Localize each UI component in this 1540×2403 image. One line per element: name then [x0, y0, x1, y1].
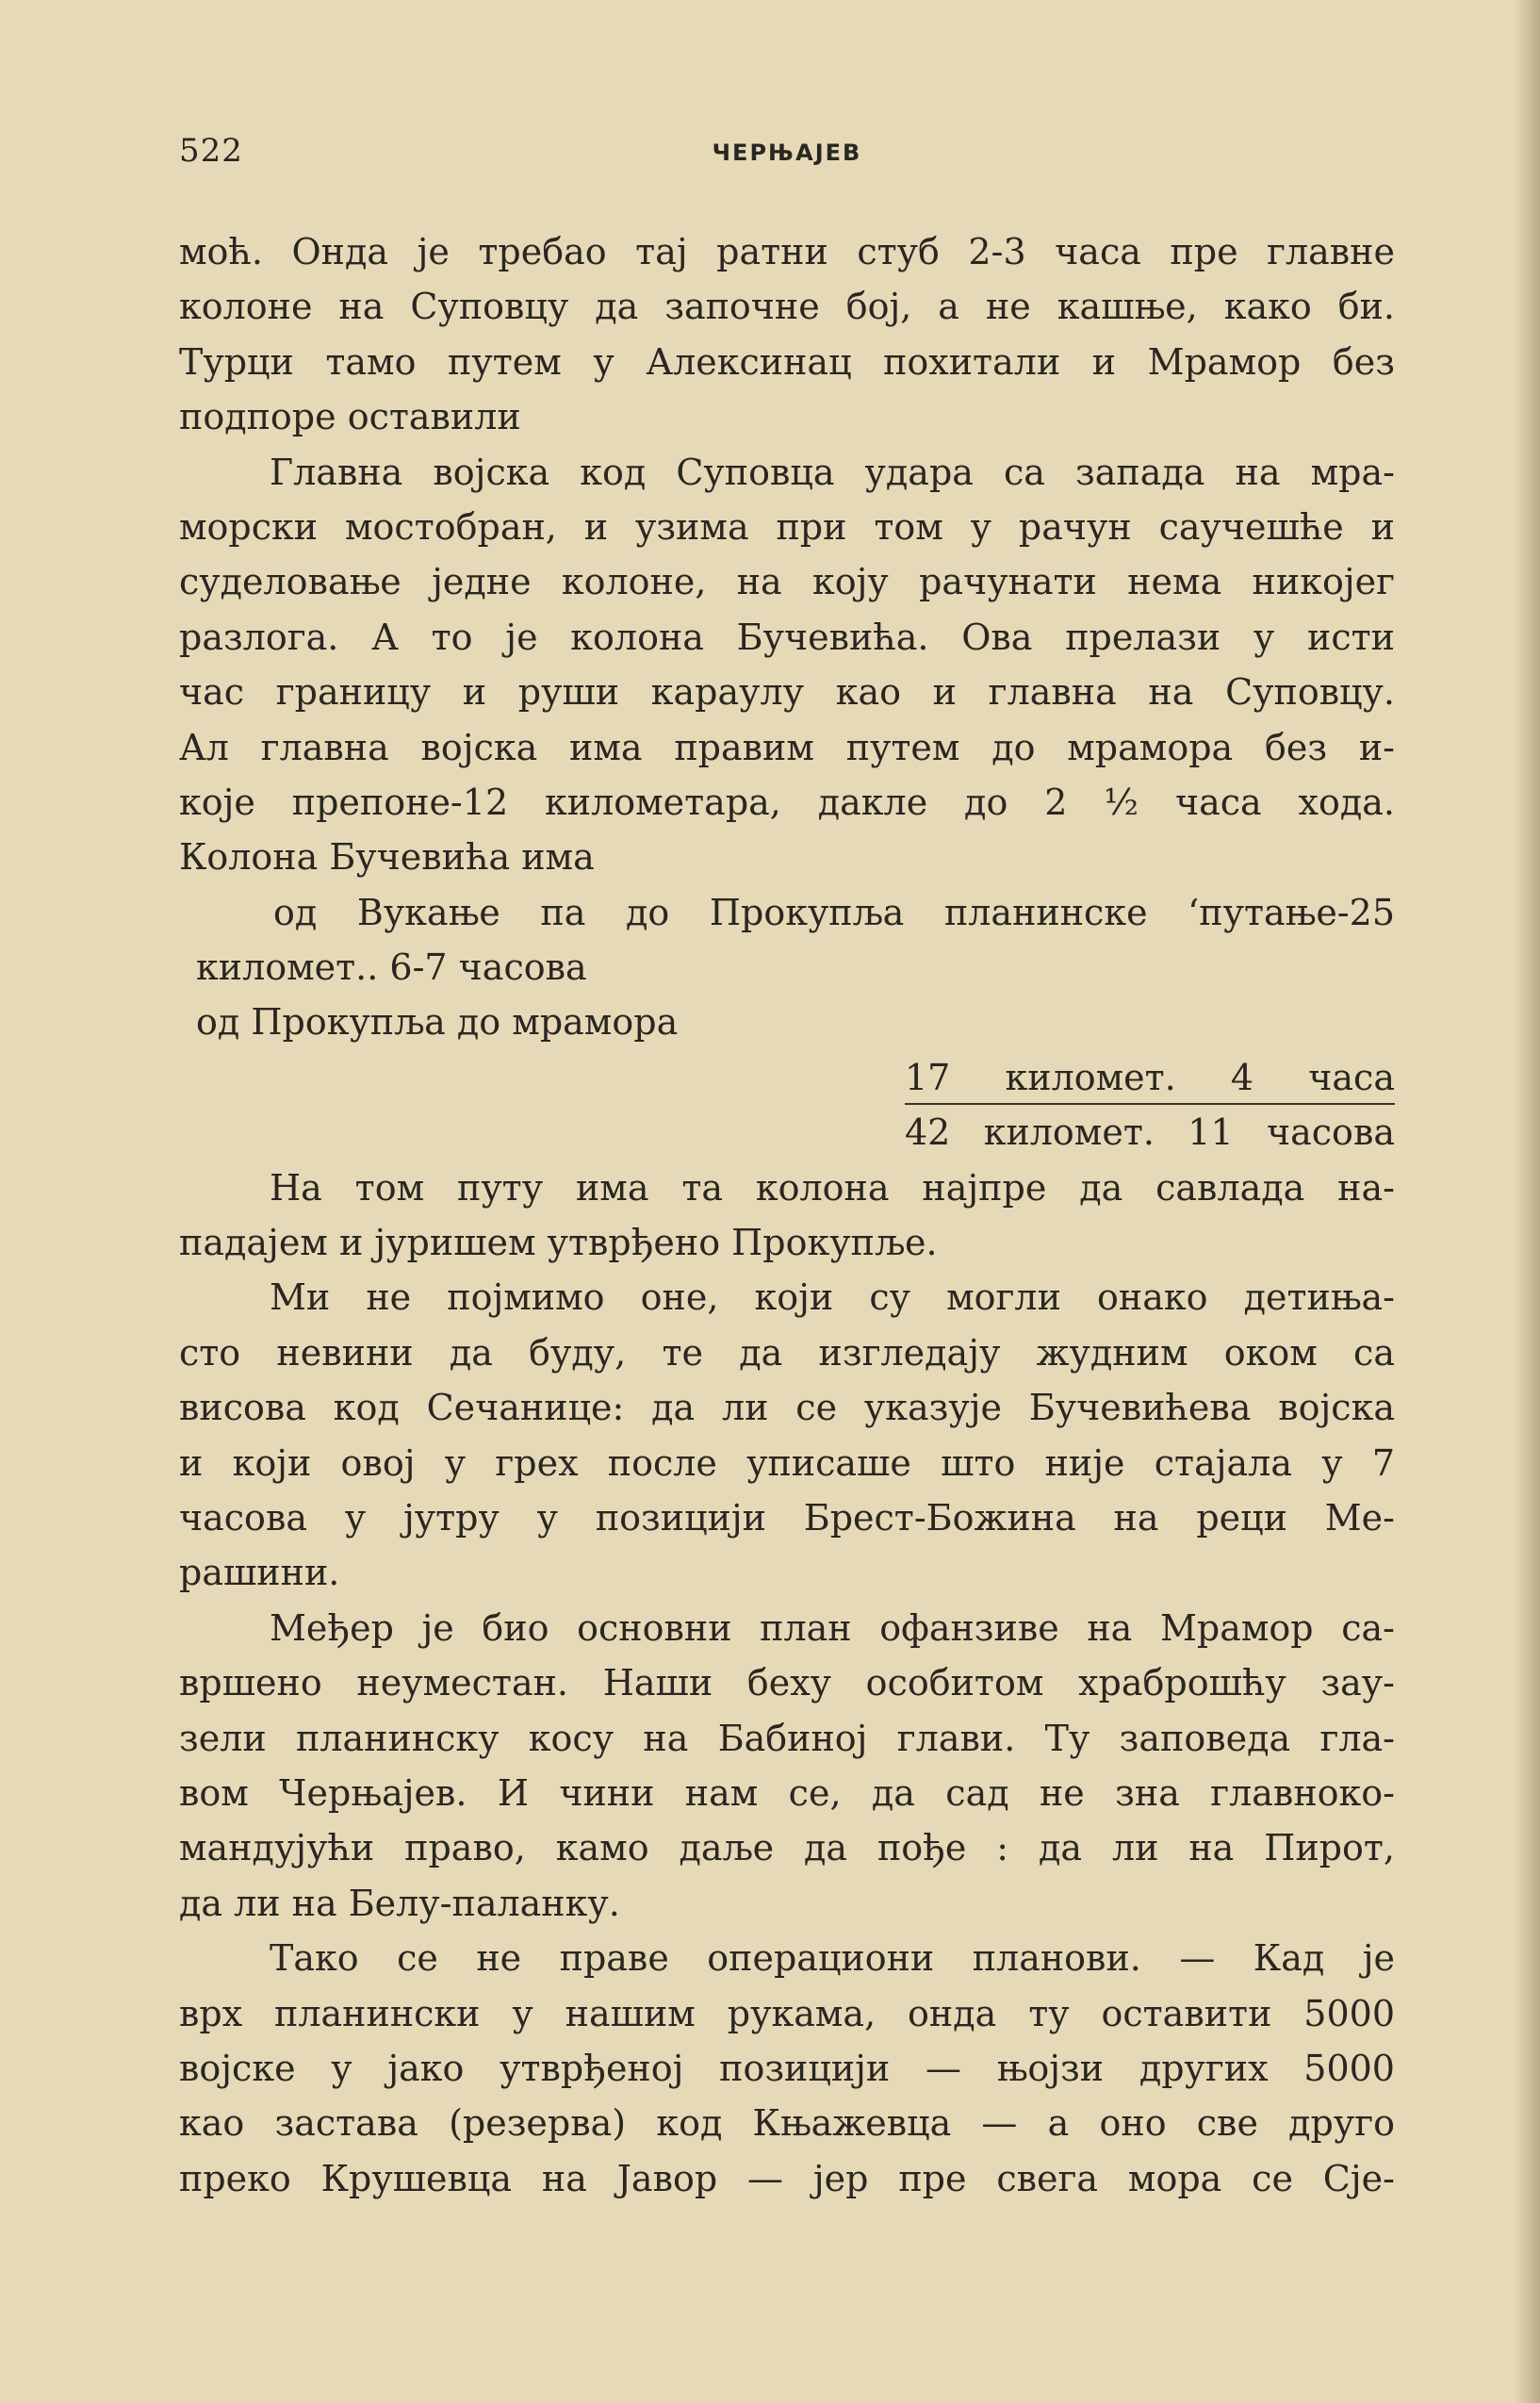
- text-line: зели планинску косу на Бабиној глави. Ту заповеда гла-: [179, 1717, 1395, 1759]
- text-line: моћ. Онда је требао тај ратни стуб 2-3 часа пре главне: [179, 231, 1395, 272]
- text-line: суделовање једне колоне, на коју рачунати нема никојег: [179, 561, 1395, 603]
- text-line: вом Черњајев. И чини нам се, да сад не зна главноко-: [179, 1771, 1395, 1814]
- text-line: које препоне-12 километара, дакле до 2 ½ часа хода.: [179, 781, 1395, 823]
- text-line: мандујући право, камо даље да пође : да ли на Пирот,: [179, 1827, 1395, 1869]
- text-line: да ли на Белу-паланку.: [179, 1882, 620, 1924]
- distance-table: [179, 885, 1395, 1160]
- text-line: Ал главна војска има правим путем до мрамора без и-: [179, 726, 1395, 768]
- text-line: врх планински у нашим рукама, онда ту оставити 5000: [179, 1992, 1395, 2034]
- text-line: Тако се не праве операциони планови. — Кад је: [270, 1937, 1395, 1980]
- text-line: и који овој у грех после уписаше што није стајала у 7: [179, 1441, 1395, 1484]
- table-row: од Прокупља до мрамора: [196, 1001, 679, 1044]
- table-cell: 42 километ. 11 часова: [905, 1111, 1395, 1154]
- text-line: подпоре оставили: [179, 396, 521, 438]
- text-line: Колона Бучевића има: [179, 836, 595, 879]
- text-line: као застава (резерва) код Књажевца — а оно све друго: [179, 2102, 1395, 2145]
- text-line: рашини.: [179, 1552, 340, 1594]
- text-line: вршено неуместан. Наши беху особитом храброшћу зау-: [179, 1662, 1395, 1704]
- page-edge: [1514, 0, 1540, 2403]
- text-line: часова у јутру у позицији Брест-Божина на реци Ме-: [179, 1496, 1395, 1539]
- text-line: Ми не појмимо оне, који су могли онако детиња-: [270, 1276, 1395, 1319]
- running-title: ЧЕРЊАЈЕВ: [712, 140, 862, 166]
- text-line: Међер је био основни план офанзиве на Мрамор са-: [270, 1606, 1395, 1649]
- text-line: преко Крушевца на Јавор — јер пре свега мора се Сје-: [179, 2157, 1395, 2199]
- text-line: сто невини да буду, те да изгледају жудним оком са: [179, 1331, 1395, 1374]
- text-line: падајем и јуришем утврђено Прокупље.: [179, 1222, 938, 1264]
- text-line: колоне на Суповцу да започне бој, а не кашње, како би.: [179, 286, 1395, 328]
- text-line: На том путу има та колона најпре да савлада на-: [270, 1166, 1395, 1209]
- table-row: [179, 1050, 1395, 1105]
- page-number: 522: [179, 132, 243, 170]
- text-line: Главна војска код Суповца удара са запада на мра-: [270, 451, 1395, 493]
- table-row: од Вукање па до Прокупља планинске ‘путање-25: [273, 891, 1395, 933]
- text-line: војске у јако утврђеној позицији — њојзи других 5000: [179, 2047, 1395, 2089]
- text-line: морски мостобран, и узима при том у рачун саучешће и: [179, 505, 1395, 548]
- table-total-row: [179, 1105, 1395, 1160]
- text-line: час границу и руши караулу као и главна на Суповцу.: [179, 671, 1395, 714]
- table-row: километ.. 6-7 часова: [196, 946, 587, 989]
- body-text: [179, 224, 1395, 2206]
- text-line: висова код Сечанице: да ли се указује Бучевићева војска: [179, 1387, 1395, 1429]
- page-header: [179, 132, 1395, 179]
- table-cell: 17 километ. 4 часа: [905, 1050, 1395, 1105]
- text-line: разлога. А то је колона Бучевића. Ова прелази у исти: [179, 616, 1395, 658]
- text-line: Турци тамо путем у Алексинац похитали и Мрамор без: [179, 340, 1395, 383]
